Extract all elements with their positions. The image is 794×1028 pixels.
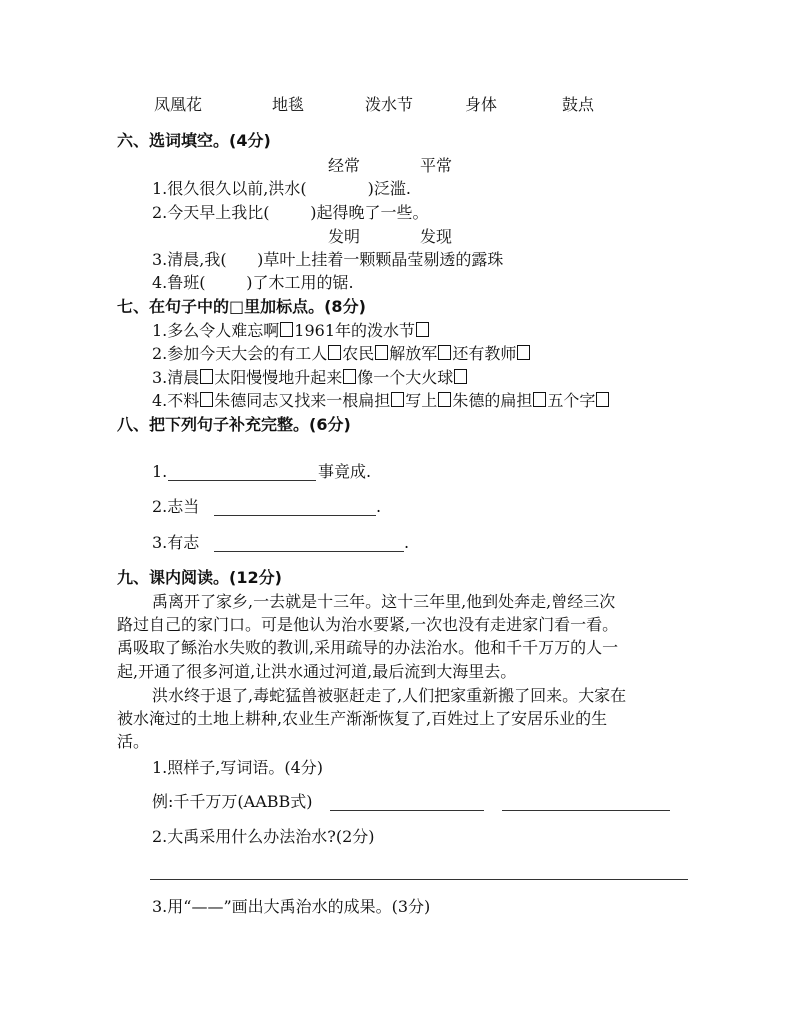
example-label: 例:千千万万(AABB式) [152,792,313,811]
punctuation-box[interactable] [280,322,293,337]
punctuation-box[interactable] [200,392,213,407]
reading-line: 起,开通了很多河道,让洪水通过河道,最后流到大海里去。 [117,662,517,681]
section-7-title: 七、在句子中的□里加标点。(8分) [117,297,366,316]
answer-line[interactable] [168,480,316,481]
q2-prefix: 2.志当 [152,497,200,516]
section-8-title: 八、把下列句子补充完整。(6分) [117,415,351,434]
punctuation-box[interactable] [454,369,467,384]
fill-question: 3.清晨,我( )草叶上挂着一颗颗晶莹剔透的露珠 [152,250,504,269]
punctuation-box[interactable] [438,345,451,360]
top-word: 鼓点 [562,95,595,114]
punctuation-sentence: 3.清晨 太阳慢慢地升起来 像一个大火球 [152,367,468,389]
answer-line[interactable] [502,810,670,811]
reading-line: 活。 [117,732,150,751]
punctuation-sentence: 2.参加今天大会的有工人 农民 解放军 还有教师 [152,343,531,365]
punctuation-box[interactable] [200,369,213,384]
punctuation-box[interactable] [438,392,451,407]
answer-line[interactable] [330,810,484,811]
fill-question: 2.今天早上我比( )起得晚了一些。 [152,203,429,222]
word-choice: 发现 [420,227,453,246]
answer-line[interactable] [150,879,688,880]
q1-suffix: 事竟成. [318,462,372,481]
punctuation-box[interactable] [391,392,404,407]
sub-question: 1.照样子,写词语。(4分) [152,758,324,777]
word-choice: 平常 [420,156,453,175]
reading-line: 禹离开了家乡,一去就是十三年。这十三年里,他到处奔走,曾经三次 [152,592,616,611]
top-word: 身体 [465,95,498,114]
q3-prefix: 3.有志 [152,533,200,552]
section-6-title: 六、选词填空。(4分) [117,131,271,150]
punctuation-box[interactable] [375,345,388,360]
punctuation-box[interactable] [596,392,609,407]
word-choice: 发明 [328,227,361,246]
punctuation-sentence: 1.多么令人难忘啊 1961年的泼水节 [152,320,430,342]
punctuation-box[interactable] [416,322,429,337]
q3-suffix: . [404,533,410,552]
punctuation-box[interactable] [328,345,341,360]
answer-line[interactable] [214,551,404,552]
sub-question: 2.大禹采用什么办法治水?(2分) [152,827,375,846]
fill-question: 1.很久很久以前,洪水( )泛滥. [152,179,411,198]
punctuation-box[interactable] [533,392,546,407]
reading-line: 洪水终于退了,毒蛇猛兽被驱赶走了,人们把家重新搬了回来。大家在 [152,686,627,705]
punctuation-box[interactable] [517,345,530,360]
reading-line: 被水淹过的土地上耕种,农业生产渐渐恢复了,百姓过上了安居乐业的生 [117,709,608,728]
punctuation-sentence: 4.不料 朱德同志又找来一根扁担 写上 朱德的扁担 五个字 [152,390,610,412]
q1-prefix: 1. [152,462,168,481]
top-word: 地毯 [272,95,305,114]
punctuation-box[interactable] [343,369,356,384]
section-9-title: 九、课内阅读。(12分) [117,568,282,587]
reading-line: 禹吸取了鲧治水失败的教训,采用疏导的办法治水。他和千千万万的人一 [117,638,619,657]
word-choice: 经常 [328,156,361,175]
top-word: 泼水节 [365,95,414,114]
sub-question: 3.用“——”画出大禹治水的成果。(3分) [152,897,431,916]
reading-line: 路过自己的家门口。可是他认为治水要紧,一次也没有走进家门看一看。 [117,615,619,634]
q2-suffix: . [376,497,382,516]
fill-question: 4.鲁班( )了木工用的锯. [152,273,354,292]
answer-line[interactable] [214,515,376,516]
top-word: 凤凰花 [154,95,203,114]
